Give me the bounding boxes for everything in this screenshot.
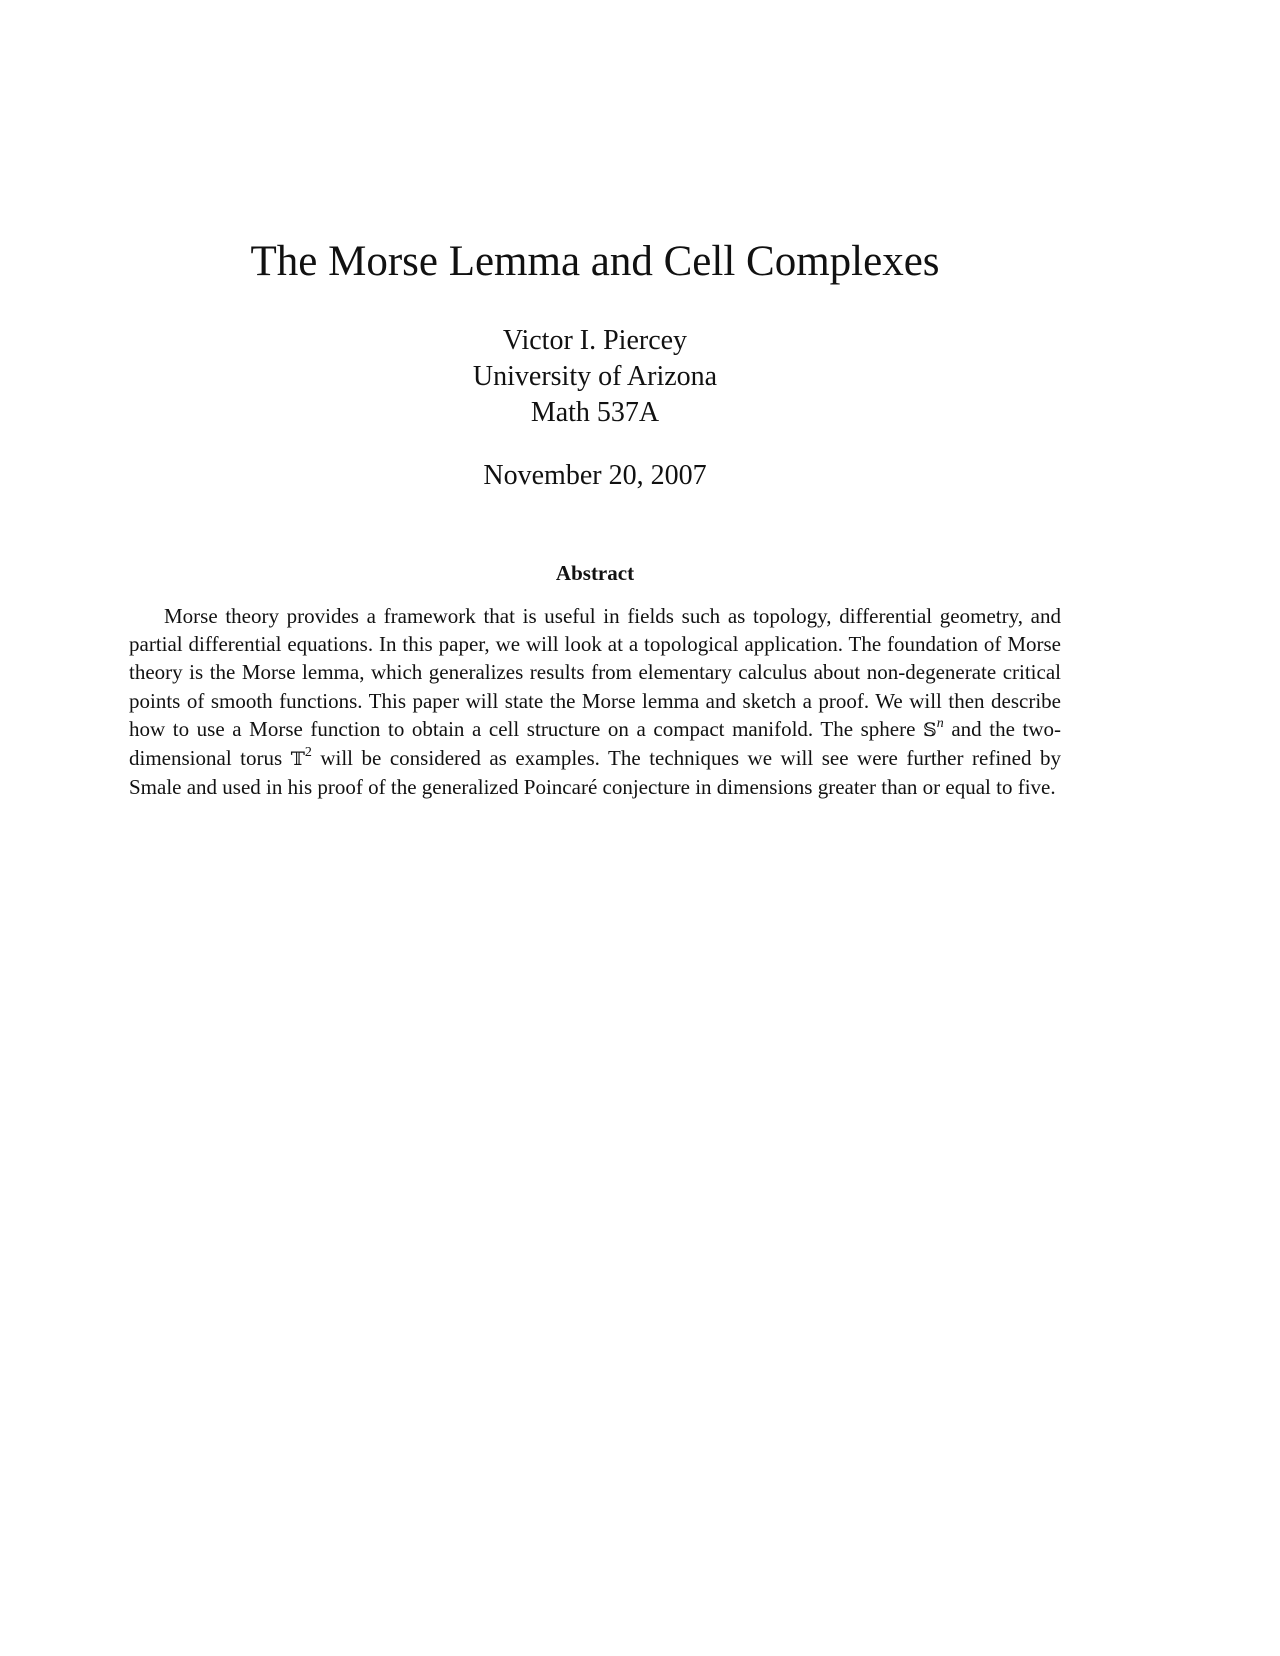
course-name: Math 537A — [530, 397, 660, 428]
sphere-symbol: 𝕊 — [923, 718, 937, 741]
torus-exponent: 2 — [304, 745, 312, 761]
sphere-exponent: n — [936, 715, 944, 731]
abstract-text — [129, 602, 1061, 801]
abstract-text-part3: will be considered as examples. The techniques we will see were further refined by Smale and used in his proof of the generalized Poincaré conjecture in dimensions greater than or equal to five. — [129, 746, 1061, 800]
abstract-text-part2: and the two-dimensional torus — [129, 716, 1061, 771]
author-name: Victor I. Piercey — [502, 325, 688, 356]
author-affiliation: University of Arizona — [472, 361, 718, 392]
paper-date: November 20, 2007 — [483, 460, 707, 491]
abstract-text-part1: Morse theory provides a framework that is useful in fields such as topology, differential geometry, and partial differential equations. In this paper, we will look at a topological application. The foundation of Morse theory is the Morse lemma, which generalizes results from elementary calculus about non-degenerate critical points of smooth functions. This paper will state the Morse lemma and sketch a proof. We will then describe how to use a Morse function to obtain a cell structure on a compact manifold. The sphere — [129, 604, 1061, 741]
abstract-heading: Abstract — [555, 561, 635, 585]
author-block — [0, 323, 1190, 431]
torus-symbol: 𝕋 — [290, 748, 305, 771]
paper-title: The Morse Lemma and Cell Complexes — [250, 238, 940, 285]
